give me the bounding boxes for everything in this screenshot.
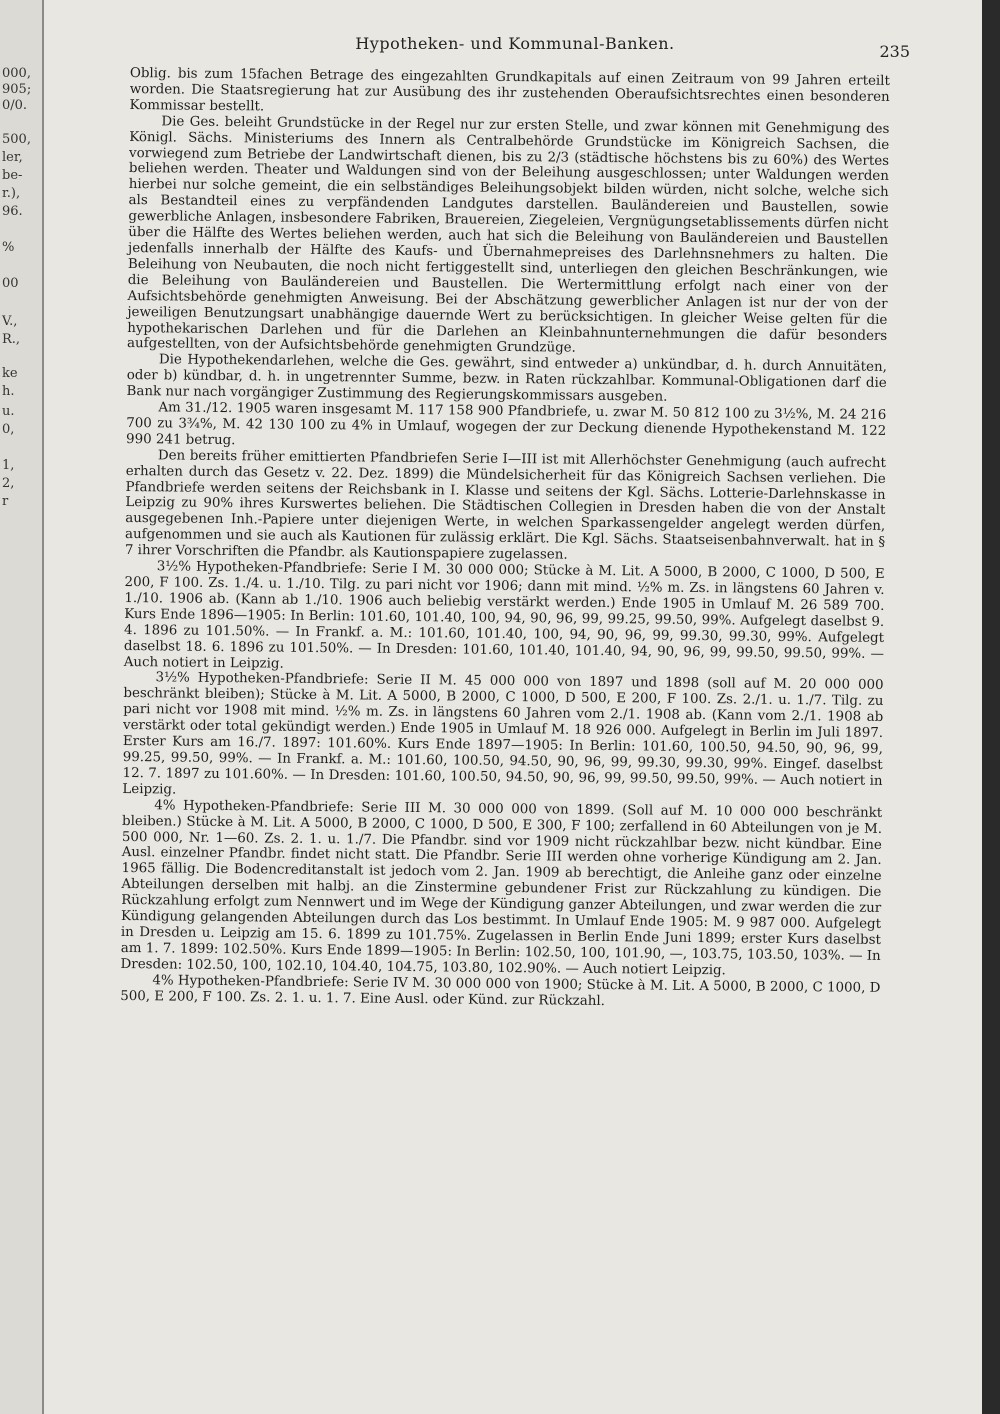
margin-fragment: r	[2, 494, 9, 509]
margin-fragment: R.,	[2, 332, 21, 347]
paragraph: Die Hypothekendarlehen, welche die Ges. gewährt, sind entweder a) unkündbar, d. h. durch Annuitäten, oder b) kündbar, d. h. in ungetrennter Summe, bezw. in Raten rückzahlbar. Kommunal-Obligationen darf die Bank nur nach vorgängiger Zustimmung des Regierungskommissars ausgeben.	[126, 352, 887, 405]
margin-fragment: ke	[2, 366, 18, 381]
margin-fragment: %	[2, 240, 15, 255]
margin-fragment: V.,	[2, 314, 18, 329]
paragraph: Den bereits früher emittierten Pfandbriefen Serie I—III ist mit Allerhöchster Genehmigung (auch aufrecht erhalten durch das Gesetz v. 22. Dez. 1899) die Mündelsicherheit für das Königreich Sachsen verliehen. Die Pfandbriefe werden seitens der Reichsbank in I. Klasse und seitens der Kgl. Sächs. Lotterie-Darlehnskasse in Leipzig zu 90% ihres Kurswertes beliehen. Die Städtischen Collegien in Dresden haben die von der Anstalt ausgegebenen Inh.-Papiere unter diejenigen Werte, in welchen Sparkassengelder angelegt werden dürfen, aufgenommen und sie auch als Kautionen für zulässig erklärt. Die Kgl. Sächs. Staatseisenbahnverwalt. hat in § 7 ihrer Vorschriften die Pfandbr. als Kautionspapiere zugelassen.	[124, 448, 886, 563]
margin-fragment: 2,	[2, 476, 15, 491]
margin-fragment: 905;	[2, 82, 32, 97]
paragraph: 4% Hypotheken-Pfandbriefe: Serie III M. 30 000 000 von 1899. (Soll auf M. 10 000 000 beschränkt bleiben.) Stücke à M. Lit. A 5000, B 2000, C 1000, D 500, E 300, F 100; zerfallend in 60 Abteilungen von je M. 500 000, Nr. 1—60. Zs. 2. 1. u. 1./7. Die Pfandbr. sind vor 1909 nicht rückzahlbar bezw. nicht kündbar. Eine Ausl. einzelner Pfandbr. findet nicht statt. Die Pfandbr. Serie III werden ohne vorherige Kündigung am 2. Jan. 1965 fällig. Die Bodencreditanstalt ist jedoch vom 2. Jan. 1909 ab berechtigt, die Anleihe ganz oder einzelne Abteilungen derselben mit halbj. an die Zinstermine gebundener Frist zur Rückzahlung zu kündigen. Die Rückzahlung erfolgt zum Nennwert und im Wege der Kündigung ganzer Abteilungen, und zwar werden die zur Kündigung gelangenden Abteilungen durch das Los bestimmt. In Umlauf Ende 1905: M. 9 987 000. Aufgelegt in Dresden u. Leipzig am 15. 6. 1899 zu 101.75%. Zugelassen in Berlin Ende Juni 1899; erster Kurs daselbst am 1. 7. 1899: 102.50%. Kurs Ende 1899—1905: In Berlin: 102.50, 100, 101.90, —, 103.75, 103.50, 103%. — In Dresden: 102.50, 100, 102.10, 104.40, 104.75, 103.80, 102.90%. — Auch notiert Leipzig.	[120, 797, 883, 979]
adjacent-page-edge	[0, 0, 44, 1414]
paragraph: 4% Hypotheken-Pfandbriefe: Serie IV M. 30 000 000 von 1900; Stücke à M. Lit. A 5000, B 2000, C 1000, D 500, E 200, F 100. Zs. 2. 1. u. 1. 7. Eine Ausl. oder Künd. zur Rückzahl.	[120, 972, 881, 1009]
paragraph: 3½% Hypotheken-Pfandbriefe: Serie II M. 45 000 000 von 1897 und 1898 (soll auf M. 20 000 000 beschränkt bleiben); Stücke à M. Lit. A 5000, B 2000, C 1000, D 500, E 200, F 100. Zs. 2./1. u. 1./7. Tilg. zu pari nicht vor 1908 mit mind. ½% m. Zs. in längstens 60 Jahren vom 2./1. 1908 ab. (Kann vom 2./1. 1908 ab verstärkt oder total gekündigt werden.) Ende 1905 in Umlauf M. 18 926 000. Aufgelegt in Berlin im Juli 1897. Erster Kurs am 16./7. 1897: 101.60%. Kurs Ende 1897—1905: In Berlin: 101.60, 100.50, 94.50, 90, 96, 99, 99.25, 99.50, 99%. — In Frankf. a. M.: 101.60, 100.50, 94.50, 90, 96, 99, 99.30, 99.30, 99%. Eingef. daselbst 12. 7. 1897 zu 101.60%. — In Dresden: 101.60, 100.50, 94.50, 90, 96, 99, 99.50, 99.50, 99%. — Auch notiert in Leipzig.	[122, 670, 884, 798]
paragraph: Oblig. bis zum 15fachen Betrage des eingezahlten Grundkapitals auf einen Zeitraum von 99 Jahren erteilt worden. Die Staatsregierung hat zur Ausübung des ihr zustehenden Oberaufsichtsrechtes einen besonderen Kommissar bestellt.	[129, 66, 890, 115]
margin-fragment: ler,	[2, 150, 23, 165]
margin-fragment: 00	[2, 276, 19, 291]
paragraph: Die Ges. beleiht Grundstücke in der Regel nur zur ersten Stelle, und zwar können mit Genehmigung des Königl. Sächs. Ministeriums des Innern als Centralbehörde Grundstücke im Königreich Sachsen, die vorwiegend zum Betriebe der Landwirtschaft dienen, bis zu 2/3 (städtische höchstens bis zu 60%) des Wertes beliehen werden. Theater und Waldungen sind von der Beleihung ausgeschlossen; unter Waldungen werden hierbei nur solche gemeint, die ein selbständiges Beleihungsobjekt bilden würden, nicht solche, welche sich als Bestandteil eines zu verpfändenden Landgutes darstellen. Bauländereien und Baustellen, sowie gewerbliche Anlagen, insbesondere Fabriken, Brauereien, Ziegeleien, Vergnügungsetablissements dürfen nicht über die Hälfte des Wertes beliehen werden, auch hat sich die Beleihung von Bauländereien und Baustellen jedenfalls innerhalb der Hälfte des Kaufs- und Übernahmepreises des Darlehnsnehmers zu halten. Die Beleihung von Neubauten, die noch nicht fertiggestellt sind, unterliegen den gleichen Beschränkungen, wie die Beleihung von Bauländereien und Baustellen. Die Wertermittlung erfolgt nach einer von der Aufsichtsbehörde genehmigten Anweisung. Bei der Abschätzung gewerblicher Anlagen ist nur der von der jeweiligen Benutzungsart unabhängige dauernde Wert zu berücksichtigen. In gleicher Weise gelten für die hypothekarischen Darlehen und für die Darlehen an Kleinbahnunternehmungen die dafür besonders aufgestellten, von der Aufsichtsbehörde genehmigten Grundzüge.	[127, 114, 890, 357]
body-text	[116, 66, 890, 1404]
page-number: 235	[879, 42, 910, 61]
paragraph: Am 31./12. 1905 waren insgesamt M. 117 158 900 Pfandbriefe, u. zwar M. 50 812 100 zu 3½%, M. 24 216 700 zu 3¾%, M. 42 130 100 zu 4% in Umlauf, wogegen der zur Deckung dienende Hypothekenstand M. 122 990 241 betrug.	[126, 400, 887, 448]
page-header	[120, 34, 910, 64]
margin-fragment: 1,	[2, 458, 15, 473]
margin-fragment: r.),	[2, 186, 21, 201]
margin-fragment: be-	[2, 168, 23, 183]
margin-fragment: 96.	[2, 204, 23, 219]
margin-fragment: 0,	[2, 422, 15, 437]
margin-fragment: 000,	[2, 66, 31, 81]
running-head: Hypotheken- und Kommunal-Banken.	[355, 34, 675, 53]
paragraph: 3½% Hypotheken-Pfandbriefe: Serie I M. 30 000 000; Stücke à M. Lit. A 5000, B 2000, C 1000, D 500, E 200, F 100. Zs. 1./4. u. 1./10. Tilg. zu pari nicht vor 1906; dann mit mind. ½% m. Zs. in längstens 60 Jahren v. 1./10. 1906 ab. (Kann ab 1./10. 1906 auch beliebig verstärkt werden.) Ende 1905 in Umlauf M. 26 589 700. Kurs Ende 1896—1905: In Berlin: 101.60, 101.40, 100, 94, 90, 96, 99, 99.25, 99.50, 99%. Aufgelegt daselbst 9. 4. 1896 zu 101.50%. — In Frankf. a. M.: 101.60, 101.40, 100, 94, 90, 96, 99, 99.30, 99.30, 99%. Aufgelegt daselbst 18. 6. 1896 zu 101.50%. — In Dresden: 101.60, 101.40, 101.40, 94, 90, 96, 99, 99.50, 99.50, 99%. — Auch notiert in Leipzig.	[123, 559, 885, 672]
margin-fragment: u.	[2, 404, 15, 419]
margin-fragment: h.	[2, 384, 15, 399]
margin-fragment: 0/0.	[2, 98, 28, 113]
scan-border	[982, 0, 1000, 1414]
margin-fragment: 500,	[2, 132, 31, 147]
